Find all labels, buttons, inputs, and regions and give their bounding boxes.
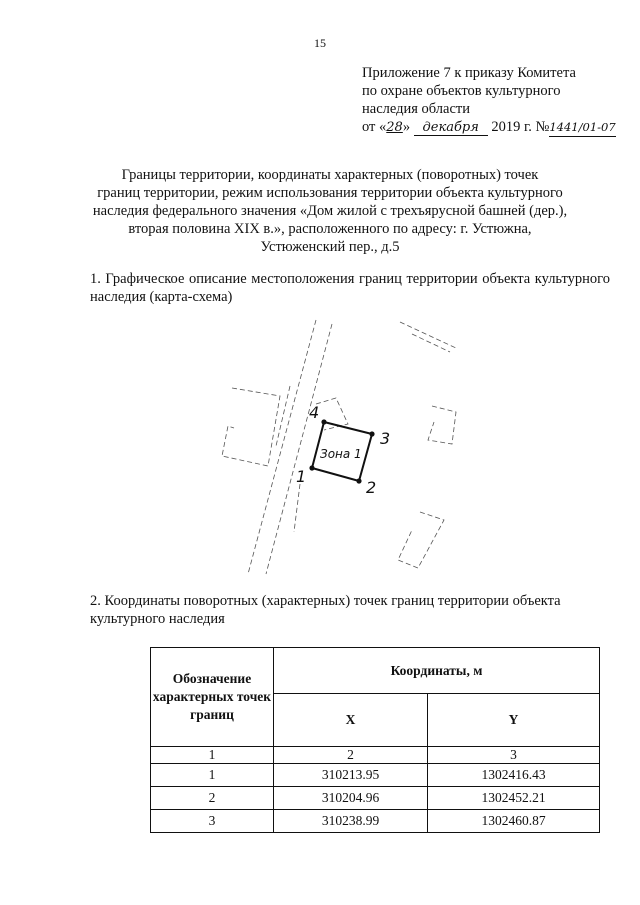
appendix-line-3: наследия области <box>362 101 471 117</box>
date-day: 28 <box>386 120 403 135</box>
appendix-header <box>362 64 632 137</box>
date-month: декабря <box>414 120 488 136</box>
boundary-point-4 <box>321 419 326 424</box>
building-outline-right <box>428 406 456 444</box>
section-2-heading: 2. Координаты поворотных (характерных) точек границ территории объекта культурного наследия <box>90 593 561 627</box>
table-header-row <box>151 648 600 694</box>
boundary-point-3 <box>369 431 374 436</box>
title-line-5: Устюженский пер., д.5 <box>260 239 400 255</box>
point-cell: 2 <box>151 787 274 810</box>
table-row <box>151 787 600 810</box>
appendix-line-2: по охране объектов культурного <box>362 83 561 99</box>
date-mid: » <box>402 119 411 135</box>
order-number: 1441/01-07 <box>549 118 615 137</box>
boundary-point-2 <box>356 478 361 483</box>
building-outline-bottom-right <box>398 512 444 568</box>
y-header: Y <box>428 694 600 747</box>
point-label-2: 2 <box>366 478 377 497</box>
coordinates-header: Координаты, м <box>274 648 600 694</box>
fence-line <box>294 484 300 532</box>
x-cell: 310213.95 <box>274 764 428 787</box>
building-outline-left <box>222 388 280 466</box>
title-line-3: наследия федерального значения «Дом жилой с трехъярусной башней (дер.), <box>92 203 568 219</box>
x-cell: 310238.99 <box>274 810 428 833</box>
point-label-1: 1 <box>296 467 307 486</box>
table-row <box>151 810 600 833</box>
column-number: 2 <box>274 747 428 764</box>
point-cell: 3 <box>151 810 274 833</box>
point-designation-header: Обозначение характерных точек границ <box>151 648 274 747</box>
date-prefix: от « <box>362 119 387 135</box>
boundary-point-1 <box>309 465 314 470</box>
x-cell: 310204.96 <box>274 787 428 810</box>
point-label-3: 3 <box>380 429 391 448</box>
zone-label: Зона 1 <box>320 447 362 461</box>
y-cell: 1302452.21 <box>428 787 600 810</box>
y-cell: 1302416.43 <box>428 764 600 787</box>
section-1-heading: 1. Графическое описание местоположения границ территории объекта культурного наследия (карта-схема) <box>90 271 610 305</box>
point-cell: 1 <box>151 764 274 787</box>
street-line-left <box>248 320 316 574</box>
appendix-line-1: Приложение 7 к приказу Комитета <box>362 65 576 81</box>
page-number: 15 <box>314 36 326 50</box>
coordinates-table <box>150 647 600 833</box>
street-inner-line <box>276 386 290 446</box>
title-line-2: границ территории, режим использования территории объекта культурного <box>97 185 563 201</box>
road-edge-top-right <box>400 322 456 348</box>
document-title <box>60 166 600 256</box>
y-cell: 1302460.87 <box>428 810 600 833</box>
title-line-4: вторая половина XIX в.», расположенного по адресу: г. Устюжна, <box>128 221 532 237</box>
x-header: X <box>274 694 428 747</box>
building-outline-upper <box>316 398 348 430</box>
column-numbering-row <box>151 747 600 764</box>
column-number: 1 <box>151 747 274 764</box>
column-number: 3 <box>428 747 600 764</box>
date-year: 2019 г. № <box>491 119 550 135</box>
appendix-date-line <box>362 118 632 137</box>
point-label-4: 4 <box>309 403 320 422</box>
table-row <box>151 764 600 787</box>
site-map-diagram <box>150 316 470 578</box>
title-line-1: Границы территории, координаты характерных (поворотных) точек <box>121 167 539 183</box>
